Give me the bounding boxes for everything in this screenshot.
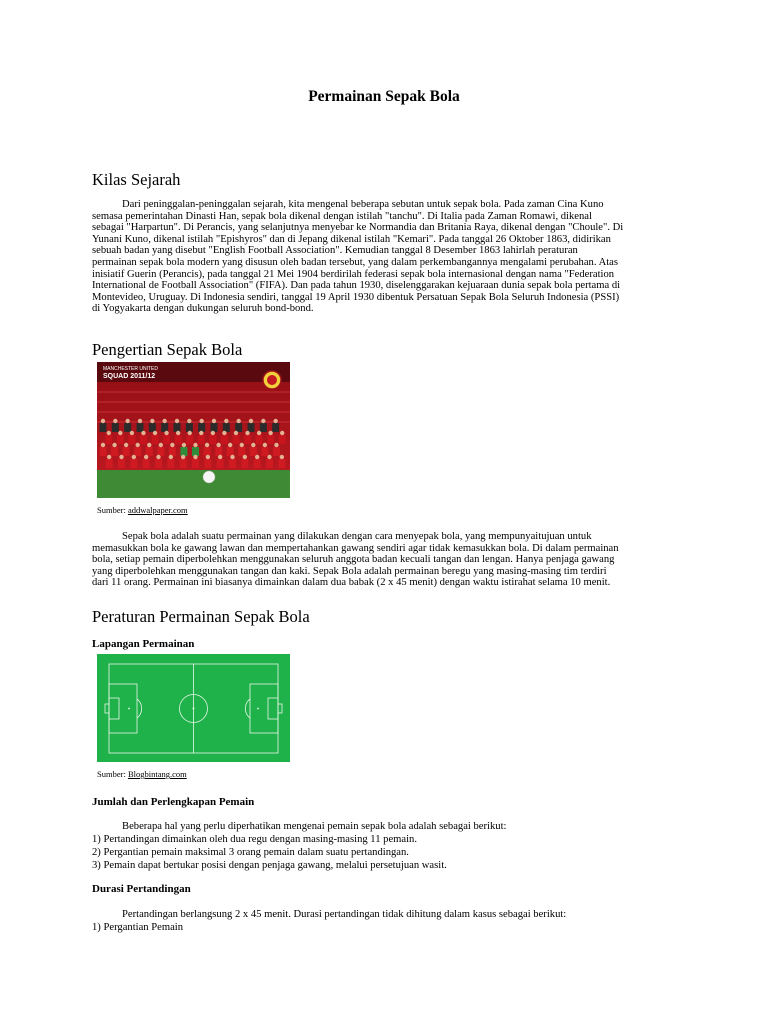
player-body [260, 423, 267, 432]
player-body [163, 435, 170, 444]
text-line: inisiatif Guerin (Perancis), pada tanggal 21 Mei 1904 berdirilah federasi sepak bola internasional dengan nama "Federation [92, 268, 615, 280]
player-head [273, 419, 277, 423]
player-head [101, 443, 105, 447]
text-line: Sepak bola adalah suatu permainan yang dilakukan dengan cara menyepak bola, yang mempunyaitujuan untuk [122, 531, 592, 542]
player-head [274, 443, 278, 447]
player-head [176, 431, 180, 435]
player-head [162, 419, 166, 423]
player-head [112, 443, 116, 447]
text-line: memasukkan bola ke gawang lawan dan mempertahankan gawang sendiri agar tidak kemasukkan bola. Di dalam permainan [92, 542, 619, 554]
source-link-addwalpaper[interactable]: addwalpaper.com [127, 505, 188, 515]
player-body [204, 459, 211, 468]
player-head [175, 419, 179, 423]
player-body [279, 435, 286, 444]
football-icon [203, 471, 215, 483]
player-head [251, 443, 255, 447]
player-body [146, 447, 153, 456]
player-head [170, 443, 174, 447]
player-head [164, 431, 168, 435]
player-body [250, 447, 257, 456]
player-head [249, 419, 253, 423]
player-head [234, 431, 238, 435]
text-line: permainan sepak bola modern yang disusun oleh badan tersebut, yang dalam perkembangannya mengalami perubahan. Atas [92, 256, 618, 268]
source-link-blogbintang[interactable]: Blogbintang.com [127, 769, 187, 779]
player-head [132, 455, 136, 459]
heading-jumlah: Jumlah dan Perlengkapan Pemain [92, 796, 255, 808]
player-head [222, 431, 226, 435]
heading-lapangan: Lapangan Permainan [92, 638, 195, 650]
player-head [206, 455, 210, 459]
player-head [182, 443, 186, 447]
player-head [263, 443, 267, 447]
player-head [187, 419, 191, 423]
player-body [123, 447, 130, 456]
player-head [224, 419, 228, 423]
pitch-diagram-image [97, 654, 290, 762]
durasi-intro: Pertandingan berlangsung 2 x 45 menit. Durasi pertandingan tidak dihitung dalam kasus sebagai berikut: [122, 909, 567, 920]
player-body [204, 447, 211, 456]
jumlah-intro: Beberapa hal yang perlu diperhatikan mengenai pemain sepak bola adalah sebagai berikut: [122, 821, 507, 832]
player-head [280, 431, 284, 435]
player-body [238, 447, 245, 456]
player-body [192, 447, 199, 456]
player-body [161, 423, 168, 432]
player-head [125, 419, 129, 423]
text-line: bola, setiap pemain diperbolehkan menggunakan seluruh anggota badan kecuali tangan dan lengan. Hanya penjaga gawang [92, 554, 615, 566]
text-line: Yunani Kuno, dikenal istilah "Epishyros" dan di Jepang dikenal istilah "Kemari". Pada tanggal 26 Oktober 1863, didirikan [92, 233, 611, 245]
text-line: semasa pemerintahan Dinasti Han, sepak bola dikenal dengan istilah "tanchu". Di Italia pada Zaman Romawi, dikenal [92, 210, 592, 222]
player-head [169, 455, 173, 459]
player-body [149, 423, 156, 432]
player-body [232, 435, 239, 444]
player-body [248, 423, 255, 432]
player-body [278, 459, 285, 468]
player-head [211, 431, 215, 435]
player-body [256, 435, 263, 444]
player-body [186, 423, 193, 432]
player-body [186, 435, 193, 444]
player-body [223, 423, 230, 432]
player-body [211, 423, 218, 432]
player-body [100, 447, 107, 456]
player-body [130, 459, 137, 468]
player-head [216, 443, 220, 447]
player-body [128, 435, 135, 444]
player-body [198, 423, 205, 432]
player-body [167, 459, 174, 468]
player-body [272, 423, 279, 432]
player-body [180, 459, 187, 468]
banner-line2: SQUAD 2011/12 [103, 373, 156, 380]
player-body [241, 459, 248, 468]
player-body [106, 459, 113, 468]
list-item: 2) Pergantian pemain maksimal 3 orang pemain dalam suatu pertandingan. [92, 847, 409, 858]
player-head [130, 431, 134, 435]
team-photo [97, 362, 290, 503]
player-body [215, 447, 222, 456]
player-head [150, 419, 154, 423]
player-head [230, 455, 234, 459]
player-body [174, 423, 181, 432]
text-line: sebagai "Harpartun". Di Perancis, yang selanjutnya menyebar ke Normandia dan Britania Raya, dikenal dengan "Choule". Di [92, 222, 624, 234]
player-body [140, 435, 147, 444]
player-head [119, 455, 123, 459]
player-body [111, 447, 118, 456]
team-photo-image [97, 362, 290, 498]
player-body [124, 423, 131, 432]
player-head [228, 443, 232, 447]
player-head [261, 419, 265, 423]
player-body [118, 459, 125, 468]
player-head [257, 431, 261, 435]
player-head [124, 443, 128, 447]
player-head [212, 419, 216, 423]
player-body [100, 423, 107, 432]
player-head [199, 431, 203, 435]
player-head [245, 431, 249, 435]
player-body [152, 435, 159, 444]
heading-pengertian: Pengertian Sepak Bola [92, 340, 243, 359]
banner-line1: MANCHESTER UNITED [103, 366, 159, 372]
pitch-diagram [97, 654, 290, 767]
text-line: Montevideo, Uruguay. Di Indonesia sendiri, tanggal 19 April 1930 dibentuk Persatuan Sepak Bola Seluruh Indonesia (PSSI) [92, 291, 620, 303]
player-body [198, 435, 205, 444]
player-body [267, 435, 274, 444]
player-head [153, 431, 157, 435]
player-body [192, 459, 199, 468]
list-item: 1) Pergantian Pemain [92, 922, 184, 933]
player-body [261, 447, 268, 456]
player-head [147, 443, 151, 447]
player-body [134, 447, 141, 456]
list-item: 1) Pertandingan dimainkan oleh dua regu dengan masing-masing 11 pemain. [92, 834, 417, 845]
text-line: sebuah badan yang disebut "English Football Association". Kemudian tanggal 8 Desember 1863 lahirlah peraturan [92, 245, 578, 257]
player-body [180, 447, 187, 456]
paragraph-pengertian [92, 531, 676, 589]
player-body [155, 459, 162, 468]
player-head [113, 419, 117, 423]
player-body [254, 459, 261, 468]
player-body [209, 435, 216, 444]
player-body [244, 435, 251, 444]
caption-pitch: Sumber: Blogbintang.com [97, 769, 187, 779]
player-head [135, 443, 139, 447]
player-head [255, 455, 259, 459]
text-line: dari 11 orang. Permainan ini biasanya dimainkan dalam dua babak (2 x 45 menit) dengan waktu istirahat selama 10 menit. [92, 577, 611, 589]
player-head [118, 431, 122, 435]
list-item: 3) Pemain dapat bertukar posisi dengan penjaga gawang, melalui persetujuan wasit. [92, 860, 447, 871]
player-body [221, 435, 228, 444]
text-line: Dari peninggalan-peninggalan sejarah, kita mengenal beberapa sebutan untuk sepak bola. Pada zaman Cina Kuno [122, 199, 604, 210]
player-head [267, 455, 271, 459]
player-head [138, 419, 142, 423]
player-head [144, 455, 148, 459]
player-body [217, 459, 224, 468]
player-head [199, 419, 203, 423]
player-head [156, 455, 160, 459]
player-body [169, 447, 176, 456]
player-body [229, 459, 236, 468]
player-head [141, 431, 145, 435]
player-head [181, 455, 185, 459]
player-head [280, 455, 284, 459]
player-head [236, 419, 240, 423]
player-head [243, 455, 247, 459]
player-head [240, 443, 244, 447]
player-head [101, 419, 105, 423]
heading-peraturan: Peraturan Permainan Sepak Bola [92, 607, 310, 626]
player-head [107, 455, 111, 459]
player-body [157, 447, 164, 456]
player-body [117, 435, 124, 444]
player-head [218, 455, 222, 459]
paragraph-sejarah [92, 199, 676, 315]
caption-team-photo: Sumber: addwalpaper.com [97, 505, 188, 515]
text-line: yang diperbolehkan menggunakan tangan dan kaki. Sepak Bola adalah permainan beregu yang masing-masing tim terdiri [92, 565, 607, 577]
player-head [159, 443, 163, 447]
player-body [175, 435, 182, 444]
player-body [273, 447, 280, 456]
player-body [235, 423, 242, 432]
player-head [268, 431, 272, 435]
heading-durasi: Durasi Pertandingan [92, 883, 191, 895]
player-body [266, 459, 273, 468]
document-title: Permainan Sepak Bola [308, 88, 460, 105]
player-body [227, 447, 234, 456]
player-body [143, 459, 150, 468]
player-body [105, 435, 112, 444]
player-head [193, 443, 197, 447]
player-head [107, 431, 111, 435]
heading-kilas-sejarah: Kilas Sejarah [92, 170, 181, 189]
player-head [205, 443, 209, 447]
player-head [193, 455, 197, 459]
text-line: International de Football Association" (FIFA). Dan pada tahun 1930, diselenggarakan kejuaraan dunia sepak bola pertama di [92, 280, 621, 292]
player-body [137, 423, 144, 432]
text-line: di Yogyakarta dengan dukungan seluruh bond-bond. [92, 303, 314, 315]
player-head [188, 431, 192, 435]
player-body [112, 423, 119, 432]
